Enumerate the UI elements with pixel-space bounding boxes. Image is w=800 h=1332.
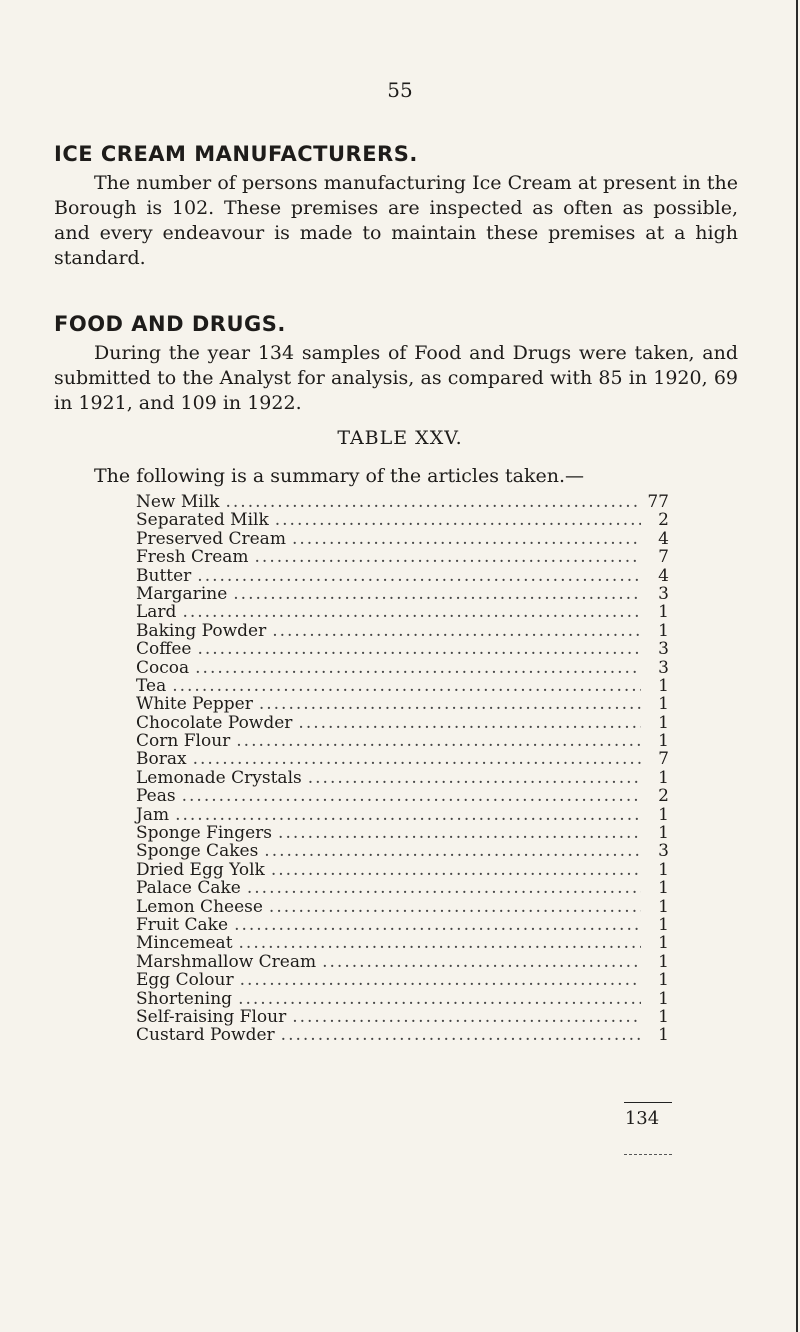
dot-leader (272, 622, 641, 640)
article-name: Jam (136, 804, 170, 825)
article-name: Fruit Cake (136, 914, 229, 935)
list-item (136, 898, 669, 916)
article-count: 1 (658, 731, 669, 752)
dot-leader (281, 1026, 641, 1044)
dot-leader (172, 677, 641, 695)
dot-leader (264, 842, 641, 860)
dot-leader (239, 934, 641, 952)
article-count: 1 (658, 767, 669, 788)
article-count: 1 (658, 712, 669, 733)
dot-leader (197, 567, 641, 585)
article-name: Separated Milk (136, 510, 269, 531)
list-item (136, 732, 669, 750)
article-count: 77 (647, 492, 669, 512)
article-name: Mincemeat (136, 933, 233, 954)
ice-cream-paragraph: The number of persons manufacturing Ice Cream at present in the Borough is 102. These premises are inspected as often as possible, and every endeavour is made to maintain these premises at a high standard. (54, 172, 738, 269)
article-count: 3 (658, 657, 669, 678)
page-edge-line (796, 0, 798, 1332)
dot-leader (238, 990, 641, 1008)
list-item (136, 861, 669, 879)
list-item (136, 971, 669, 989)
dot-leader (182, 787, 641, 805)
article-count: 4 (658, 565, 669, 586)
section-heading-ice-cream: ICE CREAM MANUFACTURERS. (54, 142, 418, 166)
article-count: 1 (658, 988, 669, 1009)
article-name: Chocolate Powder (136, 712, 293, 733)
dot-leader (298, 714, 641, 732)
dot-leader (175, 806, 641, 824)
list-item (136, 953, 669, 971)
article-name: Baking Powder (136, 620, 267, 641)
article-name: Margarine (136, 583, 228, 604)
list-item (136, 842, 669, 860)
article-count: 1 (658, 1025, 669, 1046)
table-title: TABLE XXV. (337, 427, 463, 449)
article-count: 1 (658, 896, 669, 917)
article-count: 1 (658, 602, 669, 623)
dot-leader (233, 585, 641, 603)
dot-leader (182, 603, 641, 621)
list-item (136, 806, 669, 824)
article-count: 1 (658, 933, 669, 954)
list-item (136, 548, 669, 566)
list-item (136, 714, 669, 732)
articles-list (136, 493, 669, 1045)
list-item (136, 1026, 669, 1044)
article-count: 7 (658, 749, 669, 770)
list-item (136, 1008, 669, 1026)
list-item (136, 511, 669, 529)
article-count: 4 (658, 528, 669, 549)
dot-leader (278, 824, 641, 842)
article-name: Fresh Cream (136, 547, 249, 568)
article-name: Shortening (136, 988, 233, 1009)
list-item (136, 879, 669, 897)
list-item (136, 990, 669, 1008)
dot-leader (271, 861, 641, 879)
list-item (136, 530, 669, 548)
article-count: 1 (658, 914, 669, 935)
article-count: 1 (658, 694, 669, 715)
article-count: 2 (658, 510, 669, 531)
dot-leader (193, 750, 641, 768)
article-name: Marshmallow Cream (136, 951, 317, 972)
dot-leader (255, 548, 641, 566)
list-item (136, 934, 669, 952)
article-count: 1 (658, 970, 669, 991)
list-item (136, 824, 669, 842)
article-name: Borax (136, 749, 187, 770)
article-count: 1 (658, 878, 669, 899)
article-name: Cocoa (136, 657, 190, 678)
article-name: Custard Powder (136, 1025, 275, 1046)
dot-leader (322, 953, 641, 971)
article-name: Preserved Cream (136, 528, 286, 549)
article-name: Tea (136, 675, 167, 696)
article-count: 1 (658, 951, 669, 972)
article-name: Sponge Cakes (136, 841, 259, 862)
dot-leader (292, 1008, 641, 1026)
article-count: 3 (658, 841, 669, 862)
dot-leader (197, 640, 641, 658)
dot-leader (195, 659, 641, 677)
page-number: 55 (387, 78, 413, 102)
list-item (136, 567, 669, 585)
dot-leader (236, 732, 641, 750)
dot-leader (240, 971, 641, 989)
article-name: White Pepper (136, 694, 253, 715)
article-name: Corn Flour (136, 731, 231, 752)
article-count: 1 (658, 620, 669, 641)
dot-leader (225, 493, 641, 511)
dot-leader (275, 511, 641, 529)
article-name: Dried Egg Yolk (136, 859, 265, 880)
dot-leader (234, 916, 641, 934)
article-name: Lard (136, 602, 177, 623)
article-count: 2 (658, 786, 669, 807)
list-item (136, 750, 669, 768)
list-item (136, 603, 669, 621)
article-name: Self-raising Flour (136, 1006, 287, 1027)
food-drugs-paragraph: During the year 134 samples of Food and Drugs were taken, and submitted to the Analyst for analysis, as compared with 85 in 1920, 69 in 1921, and 109 in 1922. (54, 342, 738, 414)
list-item (136, 622, 669, 640)
list-item (136, 769, 669, 787)
list-item (136, 585, 669, 603)
article-count: 7 (658, 547, 669, 568)
article-count: 1 (658, 675, 669, 696)
dot-leader (269, 898, 641, 916)
list-item (136, 640, 669, 658)
article-count: 1 (658, 804, 669, 825)
section-heading-food-drugs: FOOD AND DRUGS. (54, 312, 286, 336)
total-underline (624, 1154, 672, 1155)
article-name: Lemon Cheese (136, 896, 263, 917)
article-count: 3 (658, 639, 669, 660)
list-item (136, 677, 669, 695)
article-name: Sponge Fingers (136, 823, 273, 844)
total-count: 134 (624, 1108, 660, 1129)
total-rule (624, 1102, 672, 1103)
list-item (136, 787, 669, 805)
article-name: Palace Cake (136, 878, 241, 899)
article-name: Butter (136, 565, 192, 586)
list-item (136, 493, 669, 511)
article-name: Coffee (136, 639, 192, 660)
dot-leader (308, 769, 641, 787)
article-name: Lemonade Crystals (136, 767, 302, 788)
article-count: 3 (658, 583, 669, 604)
dot-leader (292, 530, 641, 548)
article-count: 1 (658, 859, 669, 880)
dot-leader (259, 695, 641, 713)
article-count: 1 (658, 1006, 669, 1027)
list-item (136, 659, 669, 677)
article-name: New Milk (136, 492, 220, 512)
list-item (136, 695, 669, 713)
article-name: Peas (136, 786, 176, 807)
list-item (136, 916, 669, 934)
article-name: Egg Colour (136, 970, 234, 991)
dot-leader (247, 879, 641, 897)
table-intro: The following is a summary of the articles taken.— (94, 465, 585, 487)
article-count: 1 (658, 823, 669, 844)
